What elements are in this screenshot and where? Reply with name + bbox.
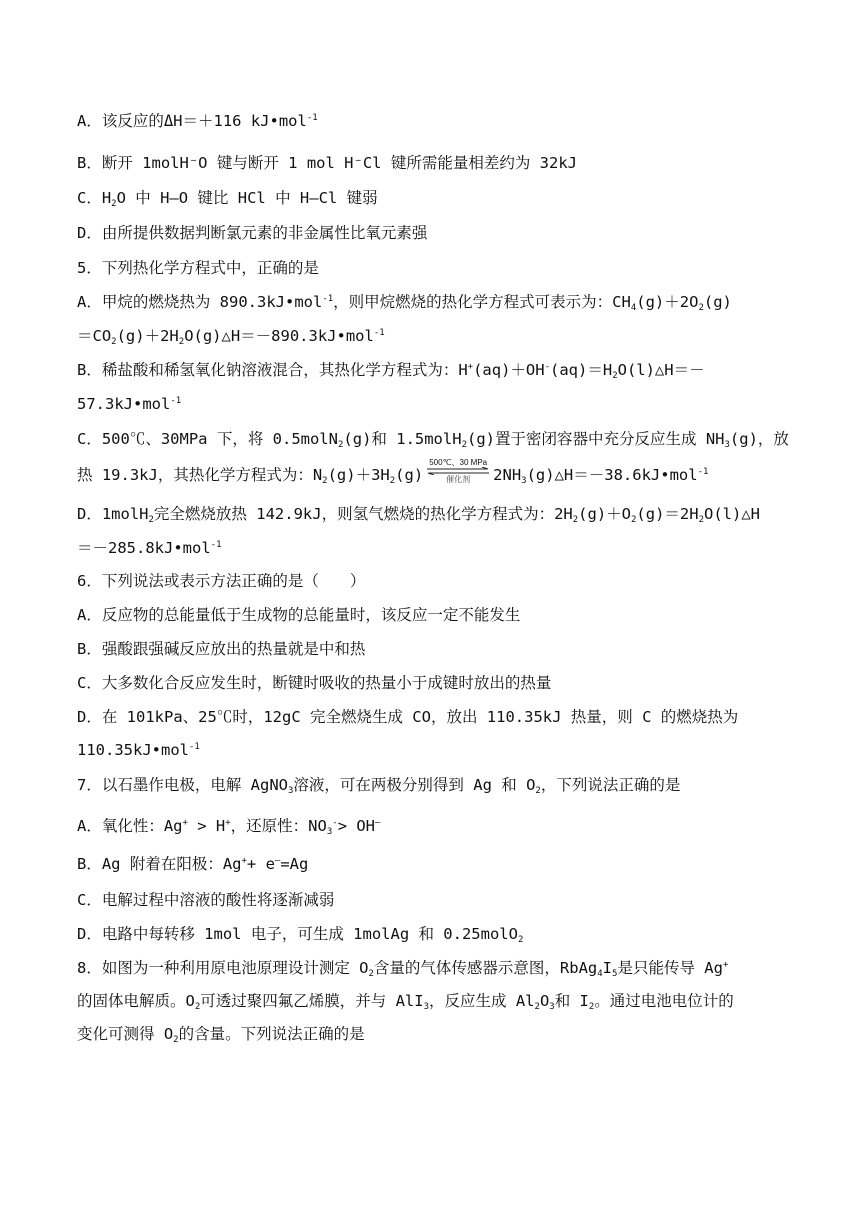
text-run: =Ag <box>280 855 309 873</box>
option-4a <box>77 110 800 132</box>
subscript: 2 <box>368 969 374 979</box>
line-text <box>77 817 380 835</box>
text-run: O 键与断开 1 mol H <box>198 154 354 172</box>
text-run: 变化可测得 O <box>77 1025 174 1043</box>
text-run: A．该反应的ΔH＝＋116 kJ•mol <box>77 112 307 130</box>
subscript: 3 <box>288 786 294 796</box>
line-text <box>77 776 680 794</box>
text-run: (g)和 1.5molH <box>343 430 462 448</box>
option-5d-line1 <box>77 503 800 525</box>
line-text <box>77 959 728 977</box>
text-run: 完全燃烧放热 142.9kJ，则氢气燃烧的热化学方程式为：2H <box>153 505 573 523</box>
question-8-line3 <box>77 1023 800 1045</box>
option-6a <box>77 604 800 626</box>
text-run: ，反应生成 Al <box>429 992 535 1010</box>
text-run: (g)＋3H <box>327 466 390 484</box>
subscript: 2 <box>173 1035 179 1045</box>
text-run: A．甲烷的燃烧热为 890.3kJ•mol <box>77 293 323 311</box>
option-6d-line2 <box>77 739 800 761</box>
text-run: (g) <box>395 466 424 484</box>
subscript: 2 <box>337 440 344 450</box>
text-run: (g)，放 <box>729 430 789 448</box>
reversible-reaction-arrow <box>425 458 491 484</box>
line-text <box>77 1025 365 1043</box>
text-run: B．强酸跟强碱反应放出的热量就是中和热 <box>77 640 366 658</box>
text-run: 5．下列热化学方程式中，正确的是 <box>77 259 319 277</box>
superscript: + <box>182 818 188 828</box>
text-run: B．稀盐酸和稀氢氧化钠溶液混合，其热化学方程式为：H <box>77 361 468 379</box>
text-run: 6．下列说法或表示方法正确的是（ ） <box>77 572 366 590</box>
text-run: D．由所提供数据判断氯元素的非金属性比氧元素强 <box>77 224 428 242</box>
subscript: 2 <box>111 199 117 209</box>
subscript: 3 <box>549 1002 555 1012</box>
question-8-line1 <box>77 957 800 979</box>
text-run: 的含量。下列说法正确的是 <box>178 1025 365 1043</box>
text-run: (aq)＋OH <box>473 361 545 379</box>
subscript: 2 <box>111 337 117 347</box>
superscript: - <box>544 362 551 372</box>
subscript: 3 <box>423 1002 430 1012</box>
option-4d <box>77 222 800 244</box>
text-run: ，下列说法正确的是 <box>540 776 681 794</box>
line-text <box>77 154 577 172</box>
text-run: (g)＋2H <box>116 327 179 345</box>
line-text <box>77 505 760 523</box>
line-text <box>77 606 520 624</box>
text-run: B．Ag 附着在阳极：Ag <box>77 855 242 873</box>
line-text <box>77 925 523 943</box>
line-text <box>77 992 734 1010</box>
text-run: + e <box>246 855 275 873</box>
line-text <box>77 112 318 130</box>
line-text <box>77 741 200 759</box>
text-run: O <box>539 992 550 1010</box>
option-5c-line1 <box>77 428 800 450</box>
text-run: (g)＋2O <box>636 293 699 311</box>
text-run: D．电路中每转移 1mol 电子，可生成 1molAg 和 0.25molO <box>77 925 518 943</box>
line-text <box>77 224 427 242</box>
text-run: O(g)△H＝－890.3kJ•mol <box>184 327 374 345</box>
subscript: 2 <box>631 515 637 525</box>
text-run: 57.3kJ•mol <box>77 395 171 413</box>
superscript: + <box>467 362 474 372</box>
superscript: -1 <box>322 294 334 304</box>
text-run: ＝CO <box>77 327 112 345</box>
option-7b <box>77 853 800 875</box>
line-text <box>77 674 551 692</box>
option-5c-line2 <box>77 458 800 486</box>
text-run: Cl 键所需能量相差约为 32kJ <box>362 154 577 172</box>
arrow-condition-bottom: 催化剂 <box>446 475 471 484</box>
text-run: ⁻ <box>353 154 363 172</box>
text-run: 7．以石墨作电极，电解 AgNO <box>77 776 288 794</box>
text-run: ，还原性：NO <box>230 817 327 835</box>
arrow-condition-top: 500℃、30 MPa <box>429 458 488 467</box>
line-text <box>77 539 222 557</box>
question-6 <box>77 570 800 592</box>
text-run: D．在 101kPa、25℃时，12gC 完全燃烧生成 CO，放出 110.35kJ 热量，则 C 的燃烧热为 <box>77 708 739 726</box>
subscript: 2 <box>534 1002 540 1012</box>
line-text <box>77 855 308 873</box>
text-run: 。通过电池电位计的 <box>594 992 734 1010</box>
text-run: 8．如图为一种利用原电池原理设计测定 O <box>77 959 369 977</box>
text-run: 和 I <box>554 992 589 1010</box>
superscript: -1 <box>373 328 385 338</box>
text-run: O 中 H—O 键比 HCl 中 H—Cl 键弱 <box>116 189 378 207</box>
text-run: 是只能传导 Ag <box>617 959 723 977</box>
text-run: O(l)△H＝－ <box>617 361 705 379</box>
text-run: C．500℃、30MPa 下，将 0.5molN <box>77 430 338 448</box>
subscript: 3 <box>724 440 730 450</box>
superscript: - <box>332 818 338 828</box>
option-5b-line2 <box>77 393 800 415</box>
text-run: B．断开 1molH <box>77 154 189 172</box>
text-run: > OH <box>337 817 376 835</box>
superscript: + <box>722 960 729 970</box>
superscript: -1 <box>697 467 709 477</box>
option-7d <box>77 923 800 945</box>
option-5a-line1 <box>77 291 800 313</box>
subscript: 2 <box>588 1002 595 1012</box>
text-run: 110.35kJ•mol <box>77 741 189 759</box>
text-run: (aq)＝H <box>550 361 613 379</box>
line-text <box>77 430 789 448</box>
option-6d-line1 <box>77 706 800 728</box>
line-text <box>77 572 365 590</box>
subscript: 4 <box>597 969 603 979</box>
text-run: C．大多数化合反应发生时，断键时吸收的热量小于成键时放出的热量 <box>77 674 552 692</box>
superscript: + <box>225 818 231 828</box>
line-text <box>77 189 378 207</box>
text-run: (g)＝2H <box>636 505 699 523</box>
question-5 <box>77 257 800 279</box>
subscript: 2 <box>612 371 618 381</box>
option-4c <box>77 187 800 209</box>
line-text <box>77 458 709 486</box>
superscript: -1 <box>306 113 318 123</box>
subscript: 2 <box>572 515 579 525</box>
subscript: 2 <box>698 515 705 525</box>
subscript: 2 <box>517 935 524 945</box>
superscript: -1 <box>210 540 222 550</box>
text-run: (g)△H＝－38.6kJ•mol <box>526 466 698 484</box>
superscript: — <box>274 856 281 866</box>
line-text <box>77 327 385 345</box>
line-text <box>77 891 334 909</box>
superscript: + <box>241 856 247 866</box>
option-5b-line1 <box>77 359 800 381</box>
subscript: 5 <box>612 969 618 979</box>
question-8-line2 <box>77 990 800 1012</box>
superscript: — <box>375 818 381 828</box>
text-run: I <box>602 959 613 977</box>
text-run: A．氧化性：Ag <box>77 817 183 835</box>
text-run: ，则甲烷燃烧的热化学方程式可表示为：CH <box>333 293 631 311</box>
text-run: (g)置于密闭容器中充分反应生成 NH <box>466 430 725 448</box>
option-5a-line2 <box>77 325 800 347</box>
text-run: C．H <box>77 189 112 207</box>
subscript: 2 <box>178 337 185 347</box>
text-run: A．反应物的总能量低于生成物的总能量时，该反应一定不能发生 <box>77 606 521 624</box>
line-text <box>77 708 738 726</box>
text-run: 溶液，可在两极分别得到 Ag 和 O <box>293 776 536 794</box>
text-run: 可透过聚四氟乙烯膜，并与 AlI <box>200 992 424 1010</box>
text-run: ⁻ <box>188 154 199 172</box>
subscript: 2 <box>322 476 328 486</box>
superscript: -1 <box>170 396 182 406</box>
option-7c <box>77 889 800 911</box>
text-run: (g) <box>703 293 732 311</box>
subscript: 2 <box>461 440 467 450</box>
option-5d-line2 <box>77 537 800 559</box>
text-run: 热 19.3kJ，其热化学方程式为：N <box>77 466 323 484</box>
line-text <box>77 361 705 379</box>
text-run: 的固体电解质。O <box>77 992 195 1010</box>
subscript: 2 <box>535 786 541 796</box>
text-run: 2NH <box>493 466 522 484</box>
superscript: -1 <box>188 742 200 752</box>
option-7a <box>77 815 800 837</box>
line-text <box>77 395 181 413</box>
line-text <box>77 640 365 658</box>
subscript: 3 <box>326 827 333 837</box>
subscript: 2 <box>194 1002 201 1012</box>
subscript: 2 <box>389 476 396 486</box>
text-run: (g)＋O <box>578 505 631 523</box>
option-4b <box>77 152 800 174</box>
subscript: 2 <box>148 515 154 525</box>
option-6b <box>77 638 800 660</box>
text-run: ＝－285.8kJ•mol <box>77 539 211 557</box>
option-6c <box>77 672 800 694</box>
line-text <box>77 293 732 311</box>
subscript: 2 <box>698 303 704 313</box>
text-run: 含量的气体传感器示意图，RbAg <box>373 959 598 977</box>
text-run: D．1molH <box>77 505 149 523</box>
text-run: C．电解过程中溶液的酸性将逐渐减弱 <box>77 891 335 909</box>
subscript: 3 <box>521 476 527 486</box>
equilibrium-arrows-icon <box>425 467 491 475</box>
line-text <box>77 259 319 277</box>
text-run: O(l)△H <box>704 505 761 523</box>
text-run: > H <box>187 817 226 835</box>
question-7 <box>77 774 800 796</box>
subscript: 4 <box>630 303 637 313</box>
